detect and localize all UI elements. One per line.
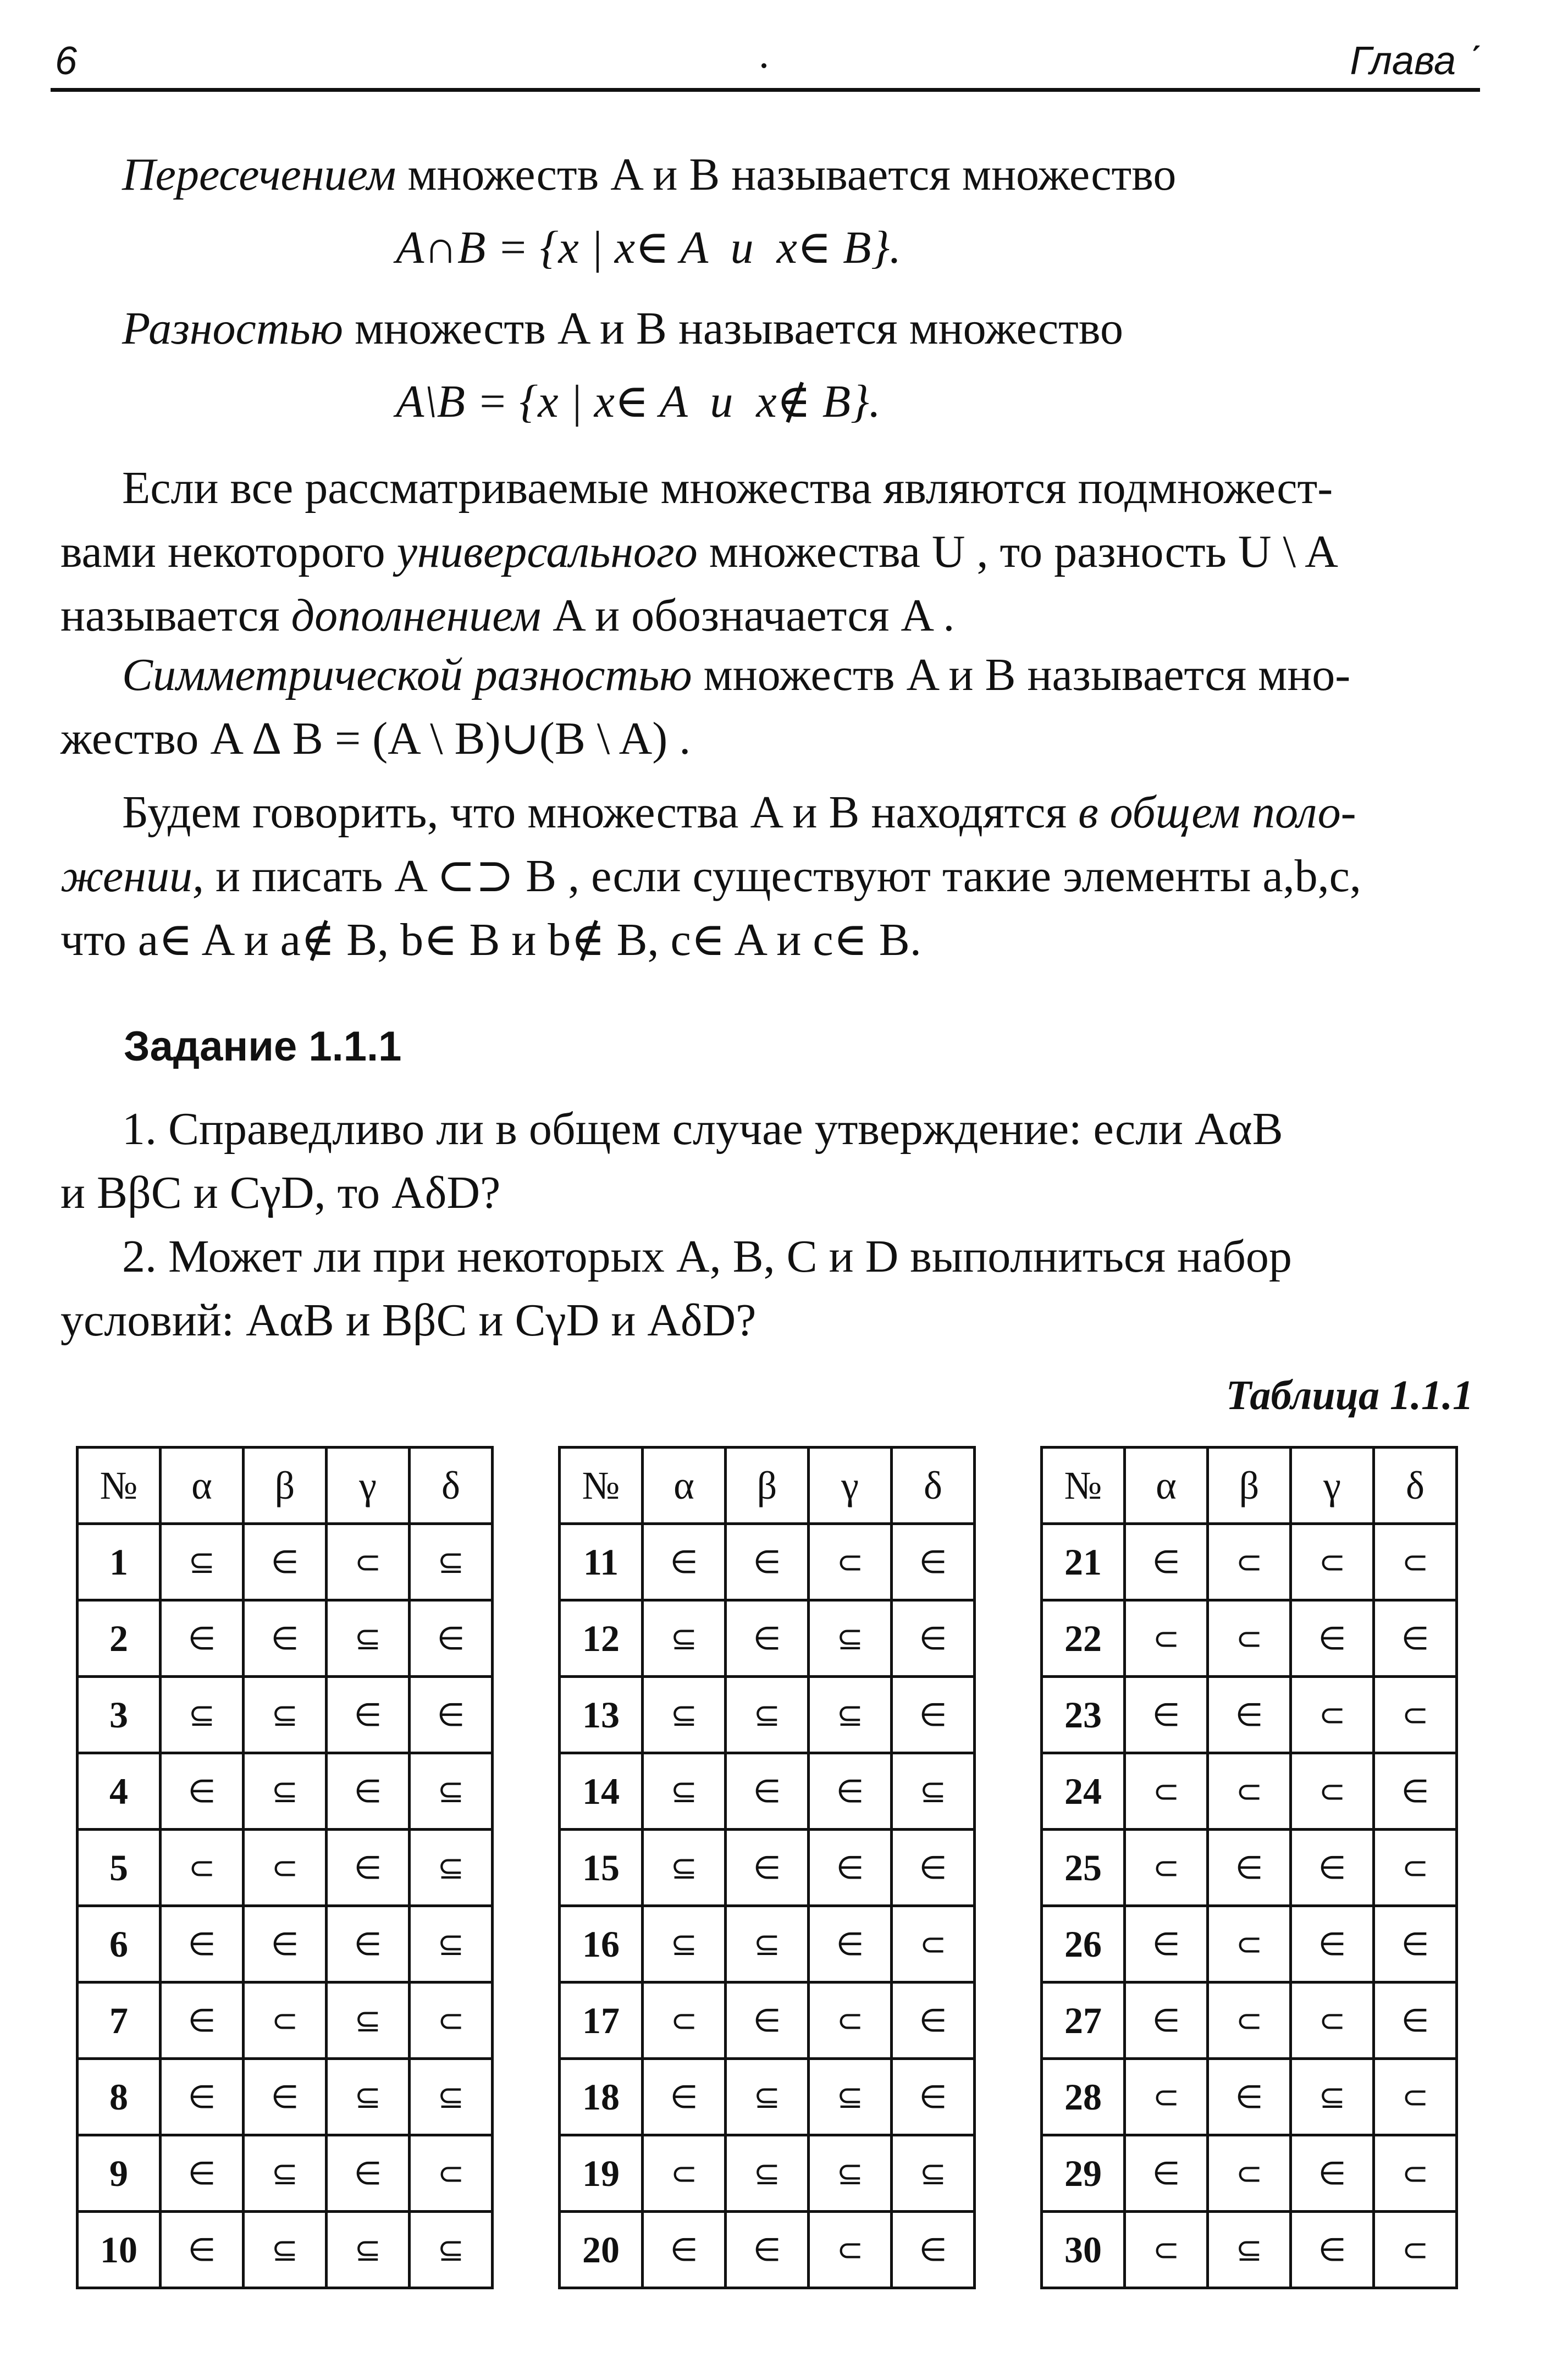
relation-cell: ∈ — [161, 1906, 244, 1983]
relation-cell: ∈ — [1125, 2135, 1208, 2212]
row-number: 15 — [560, 1830, 643, 1906]
table-row — [560, 2212, 975, 2288]
row-number: 10 — [78, 2212, 161, 2288]
universal-term: универсального — [396, 526, 698, 577]
column-header: α — [1125, 1448, 1208, 1524]
column-header: α — [643, 1448, 726, 1524]
question-1-line-1: 1. Справедливо ли в общем случае утверждение: если AαB — [122, 1103, 1283, 1155]
table-row — [560, 1524, 975, 1600]
relation-cell: ∈ — [1291, 1830, 1374, 1906]
table-row — [560, 1983, 975, 2059]
relation-cell: ⊆ — [809, 2059, 892, 2135]
relation-cell: ⊆ — [244, 2135, 327, 2212]
table-row — [1042, 2059, 1457, 2135]
relation-cell: ⊆ — [410, 1753, 493, 1830]
difference-text: множеств A и B называется множество — [354, 303, 1123, 354]
table-row — [1042, 1753, 1457, 1830]
relation-cell: ∈ — [892, 1524, 975, 1600]
relations-table-block-3 — [1040, 1446, 1458, 2289]
relation-cell: ⊆ — [643, 1906, 726, 1983]
relation-cell: ∈ — [1208, 1677, 1291, 1753]
row-number: 1 — [78, 1524, 161, 1600]
relation-cell: ⊆ — [809, 1600, 892, 1677]
complement-line-1: Если все рассматриваемые множества являются подмножест- — [122, 462, 1333, 513]
relation-cell: ∈ — [726, 1753, 809, 1830]
relation-cell: ⊂ — [1125, 2059, 1208, 2135]
relation-cell: ⊆ — [1208, 2212, 1291, 2288]
column-header: δ — [1374, 1448, 1457, 1524]
relation-cell: ⊂ — [161, 1830, 244, 1906]
row-number: 19 — [560, 2135, 643, 2212]
relation-cell: ∈ — [244, 1906, 327, 1983]
row-number: 5 — [78, 1830, 161, 1906]
relation-cell: ⊂ — [809, 1983, 892, 2059]
table-row — [560, 1830, 975, 1906]
row-number: 16 — [560, 1906, 643, 1983]
question-2-line-2: условий: AαB и BβC и CγD и AδD? — [60, 1295, 757, 1346]
relation-cell: ∈ — [327, 1906, 410, 1983]
row-number: 2 — [78, 1600, 161, 1677]
relation-cell: ⊂ — [327, 1524, 410, 1600]
relation-cell: ∈ — [327, 1830, 410, 1906]
relation-cell: ⊆ — [161, 1677, 244, 1753]
relation-cell: ⊂ — [1125, 2212, 1208, 2288]
relations-table-block-1 — [76, 1446, 494, 2289]
relation-cell: ∈ — [1125, 1677, 1208, 1753]
table-row — [78, 2135, 493, 2212]
relation-cell: ∈ — [1291, 2212, 1374, 2288]
relation-cell: ∈ — [1374, 1983, 1457, 2059]
relation-cell: ⊆ — [244, 1753, 327, 1830]
relation-cell: ∈ — [327, 2135, 410, 2212]
relation-cell: ⊆ — [809, 1677, 892, 1753]
relation-cell: ∈ — [1208, 2059, 1291, 2135]
row-number: 17 — [560, 1983, 643, 2059]
relation-cell: ∈ — [1291, 2135, 1374, 2212]
table-row — [78, 2212, 493, 2288]
column-header: № — [78, 1448, 161, 1524]
relation-cell: ⊆ — [1291, 2059, 1374, 2135]
relation-cell: ⊆ — [892, 2135, 975, 2212]
column-header: № — [1042, 1448, 1125, 1524]
relation-cell: ⊆ — [410, 1830, 493, 1906]
relation-cell: ∈ — [892, 1830, 975, 1906]
column-header: δ — [892, 1448, 975, 1524]
relation-cell: ∈ — [161, 1983, 244, 2059]
row-number: 13 — [560, 1677, 643, 1753]
column-header: № — [560, 1448, 643, 1524]
relation-cell: ∈ — [327, 1753, 410, 1830]
relation-cell: ⊆ — [327, 1600, 410, 1677]
relation-cell: ∈ — [726, 1524, 809, 1600]
difference-formula: A\B = {x | x∈ A и x∉ B}. — [396, 376, 881, 427]
complement-line-2 — [60, 520, 1338, 584]
table-header-row — [560, 1448, 975, 1524]
row-number: 25 — [1042, 1830, 1125, 1906]
table-caption: Таблица 1.1.1 — [1225, 1372, 1473, 1418]
row-number: 30 — [1042, 2212, 1125, 2288]
relation-cell: ⊂ — [1374, 1830, 1457, 1906]
relation-cell: ⊂ — [1208, 1906, 1291, 1983]
relation-cell: ∈ — [244, 1524, 327, 1600]
relation-cell: ∈ — [1291, 1600, 1374, 1677]
row-number: 8 — [78, 2059, 161, 2135]
relation-cell: ∈ — [726, 2212, 809, 2288]
relation-cell: ⊂ — [1125, 1830, 1208, 1906]
relation-cell: ⊂ — [410, 1983, 493, 2059]
complement-term: дополнением — [291, 590, 542, 641]
row-number: 28 — [1042, 2059, 1125, 2135]
relation-cell: ⊆ — [726, 2059, 809, 2135]
relation-cell: ∈ — [809, 1830, 892, 1906]
relation-cell: ∈ — [1125, 1906, 1208, 1983]
row-number: 4 — [78, 1753, 161, 1830]
relation-cell: ⊆ — [643, 1753, 726, 1830]
relation-cell: ⊂ — [410, 2135, 493, 2212]
relation-cell: ∈ — [892, 2212, 975, 2288]
intersection-definition — [122, 143, 1176, 207]
relation-cell: ⊆ — [643, 1600, 726, 1677]
row-number: 11 — [560, 1524, 643, 1600]
table-header-row — [78, 1448, 493, 1524]
relation-cell: ⊂ — [1125, 1753, 1208, 1830]
difference-definition — [122, 297, 1123, 361]
relation-cell: ⊂ — [809, 2212, 892, 2288]
difference-term: Разностью — [122, 303, 343, 354]
intersection-formula: A∩B = {x | x∈ A и x∈ B}. — [396, 222, 902, 273]
relation-cell: ⊆ — [892, 1753, 975, 1830]
symmetric-line-1b: множеств A и B называется мно- — [703, 649, 1351, 700]
complement-line-3b: A и обозначается A . — [553, 590, 955, 641]
row-number: 21 — [1042, 1524, 1125, 1600]
relation-cell: ⊆ — [327, 1983, 410, 2059]
relation-cell: ∈ — [1125, 1983, 1208, 2059]
general-position-line-1a: Будем говорить, что множества A и B находятся — [122, 787, 1067, 838]
row-number: 22 — [1042, 1600, 1125, 1677]
relation-cell: ⊆ — [244, 1677, 327, 1753]
column-header: β — [726, 1448, 809, 1524]
table-row — [78, 1983, 493, 2059]
relation-cell: ⊂ — [1374, 1677, 1457, 1753]
table-row — [1042, 1600, 1457, 1677]
table-row — [78, 1524, 493, 1600]
general-position-term-2: жении, — [60, 851, 204, 902]
relation-cell: ∈ — [161, 2059, 244, 2135]
intersection-text: множеств A и B называется множество — [407, 149, 1177, 200]
relation-cell: ∈ — [726, 1830, 809, 1906]
relation-cell: ⊂ — [1291, 1524, 1374, 1600]
symmetric-term: Симметрической разностью — [122, 649, 692, 700]
relation-cell: ⊂ — [1125, 1600, 1208, 1677]
relation-cell: ⊆ — [726, 1677, 809, 1753]
table-row — [1042, 1524, 1457, 1600]
row-number: 7 — [78, 1983, 161, 2059]
relation-cell: ⊂ — [1208, 1983, 1291, 2059]
complement-line-3 — [60, 584, 954, 648]
column-header: α — [161, 1448, 244, 1524]
table-header-row — [1042, 1448, 1457, 1524]
question-1-line-2: и BβC и CγD, то AδD? — [60, 1167, 501, 1218]
table-row — [78, 1600, 493, 1677]
table-row — [560, 1600, 975, 1677]
relation-cell: ∈ — [410, 1600, 493, 1677]
chapter-title: Глава ˊ — [1350, 39, 1480, 83]
symmetric-line-2: жество A ∆ B = (A \ B)∪(B \ A) . — [60, 713, 691, 764]
general-position-line-3: что a∈ A и a∉ B, b∈ B и b∉ B, c∈ A и c∈ B. — [60, 914, 921, 965]
relation-cell: ∈ — [643, 2059, 726, 2135]
relation-cell: ⊂ — [643, 1983, 726, 2059]
relation-cell: ⊆ — [410, 2212, 493, 2288]
row-number: 14 — [560, 1753, 643, 1830]
relation-cell: ∈ — [244, 1600, 327, 1677]
relation-cell: ∈ — [410, 1677, 493, 1753]
table-row — [78, 1677, 493, 1753]
relation-cell: ⊆ — [809, 2135, 892, 2212]
question-2-line-1: 2. Может ли при некоторых A, B, C и D выполниться набор — [122, 1231, 1292, 1282]
row-number: 3 — [78, 1677, 161, 1753]
relation-cell: ⊆ — [410, 2059, 493, 2135]
relation-cell: ∈ — [244, 2059, 327, 2135]
relation-cell: ⊂ — [1374, 1524, 1457, 1600]
table-row — [1042, 1677, 1457, 1753]
task-heading: Задание 1.1.1 — [124, 1023, 402, 1070]
relation-cell: ∈ — [1291, 1906, 1374, 1983]
relation-cell: ∈ — [161, 2135, 244, 2212]
general-position-line-2 — [60, 844, 1361, 908]
relation-cell: ∈ — [1374, 1906, 1457, 1983]
table-row — [560, 1906, 975, 1983]
table-row — [560, 1677, 975, 1753]
row-number: 6 — [78, 1906, 161, 1983]
general-position-term-1: в общем поло- — [1078, 787, 1356, 838]
complement-line-2a: вами некоторого — [60, 526, 385, 577]
table-row — [78, 2059, 493, 2135]
table-row — [1042, 2135, 1457, 2212]
relation-cell: ⊆ — [410, 1524, 493, 1600]
general-position-line-2b: и писать A ⊂⊃ B , если существуют такие элементы a,b,c, — [215, 851, 1361, 902]
column-header: γ — [1291, 1448, 1374, 1524]
relation-cell: ∈ — [327, 1677, 410, 1753]
relation-cell: ⊂ — [1374, 2059, 1457, 2135]
table-row — [560, 2059, 975, 2135]
relation-cell: ⊂ — [1291, 1677, 1374, 1753]
table-row — [1042, 1983, 1457, 2059]
relation-cell: ⊂ — [892, 1906, 975, 1983]
table-row — [1042, 2212, 1457, 2288]
relation-cell: ⊂ — [809, 1524, 892, 1600]
header-dot — [761, 63, 766, 68]
relation-cell: ∈ — [892, 1677, 975, 1753]
column-header: δ — [410, 1448, 493, 1524]
relation-cell: ∈ — [809, 1753, 892, 1830]
relation-cell: ⊆ — [726, 1906, 809, 1983]
relation-cell: ⊂ — [643, 2135, 726, 2212]
relation-cell: ∈ — [161, 1600, 244, 1677]
relation-cell: ∈ — [809, 1906, 892, 1983]
table-row — [1042, 1906, 1457, 1983]
relation-cell: ∈ — [892, 1600, 975, 1677]
table-row — [1042, 1830, 1457, 1906]
relation-cell: ∈ — [726, 1983, 809, 2059]
page-number: 6 — [55, 39, 78, 83]
relation-cell: ⊂ — [1208, 2135, 1291, 2212]
row-number: 18 — [560, 2059, 643, 2135]
header-rule — [51, 88, 1480, 92]
complement-line-2b: множества U , то разность U \ A — [709, 526, 1338, 577]
intersection-term: Пересечением — [122, 149, 396, 200]
row-number: 24 — [1042, 1753, 1125, 1830]
relation-cell: ⊆ — [244, 2212, 327, 2288]
table-row — [560, 2135, 975, 2212]
row-number: 23 — [1042, 1677, 1125, 1753]
table-row — [560, 1753, 975, 1830]
relation-cell: ⊆ — [643, 1830, 726, 1906]
column-header: β — [244, 1448, 327, 1524]
column-header: γ — [809, 1448, 892, 1524]
relation-cell: ∈ — [161, 1753, 244, 1830]
table-row — [78, 1830, 493, 1906]
relation-cell: ⊂ — [1291, 1753, 1374, 1830]
relation-cell: ⊂ — [1208, 1524, 1291, 1600]
column-header: γ — [327, 1448, 410, 1524]
general-position-line-1 — [122, 781, 1356, 844]
table-row — [78, 1906, 493, 1983]
row-number: 20 — [560, 2212, 643, 2288]
relation-cell: ⊂ — [1291, 1983, 1374, 2059]
complement-line-3a: называется — [60, 590, 280, 641]
relation-cell: ∈ — [1208, 1830, 1291, 1906]
symmetric-line-1 — [122, 643, 1350, 707]
relation-cell: ⊆ — [327, 2212, 410, 2288]
relation-cell: ∈ — [643, 1524, 726, 1600]
relation-cell: ⊂ — [1374, 2212, 1457, 2288]
relation-cell: ⊆ — [726, 2135, 809, 2212]
row-number: 27 — [1042, 1983, 1125, 2059]
relation-cell: ∈ — [161, 2212, 244, 2288]
table-row — [78, 1753, 493, 1830]
column-header: β — [1208, 1448, 1291, 1524]
relation-cell: ⊂ — [1208, 1600, 1291, 1677]
relations-table-block-2 — [558, 1446, 976, 2289]
relation-cell: ⊆ — [643, 1677, 726, 1753]
row-number: 26 — [1042, 1906, 1125, 1983]
row-number: 12 — [560, 1600, 643, 1677]
relation-cell: ⊂ — [1208, 1753, 1291, 1830]
relation-cell: ⊆ — [410, 1906, 493, 1983]
row-number: 9 — [78, 2135, 161, 2212]
relation-cell: ⊆ — [161, 1524, 244, 1600]
relation-cell: ⊆ — [327, 2059, 410, 2135]
relation-cell: ∈ — [1374, 1753, 1457, 1830]
relation-cell: ⊂ — [244, 1983, 327, 2059]
row-number: 29 — [1042, 2135, 1125, 2212]
relation-cell: ∈ — [726, 1600, 809, 1677]
relation-cell: ∈ — [643, 2212, 726, 2288]
relation-cell: ⊂ — [1374, 2135, 1457, 2212]
relation-cell: ∈ — [892, 1983, 975, 2059]
relation-cell: ⊂ — [244, 1830, 327, 1906]
relation-cell: ∈ — [892, 2059, 975, 2135]
relation-cell: ∈ — [1125, 1524, 1208, 1600]
relation-cell: ∈ — [1374, 1600, 1457, 1677]
